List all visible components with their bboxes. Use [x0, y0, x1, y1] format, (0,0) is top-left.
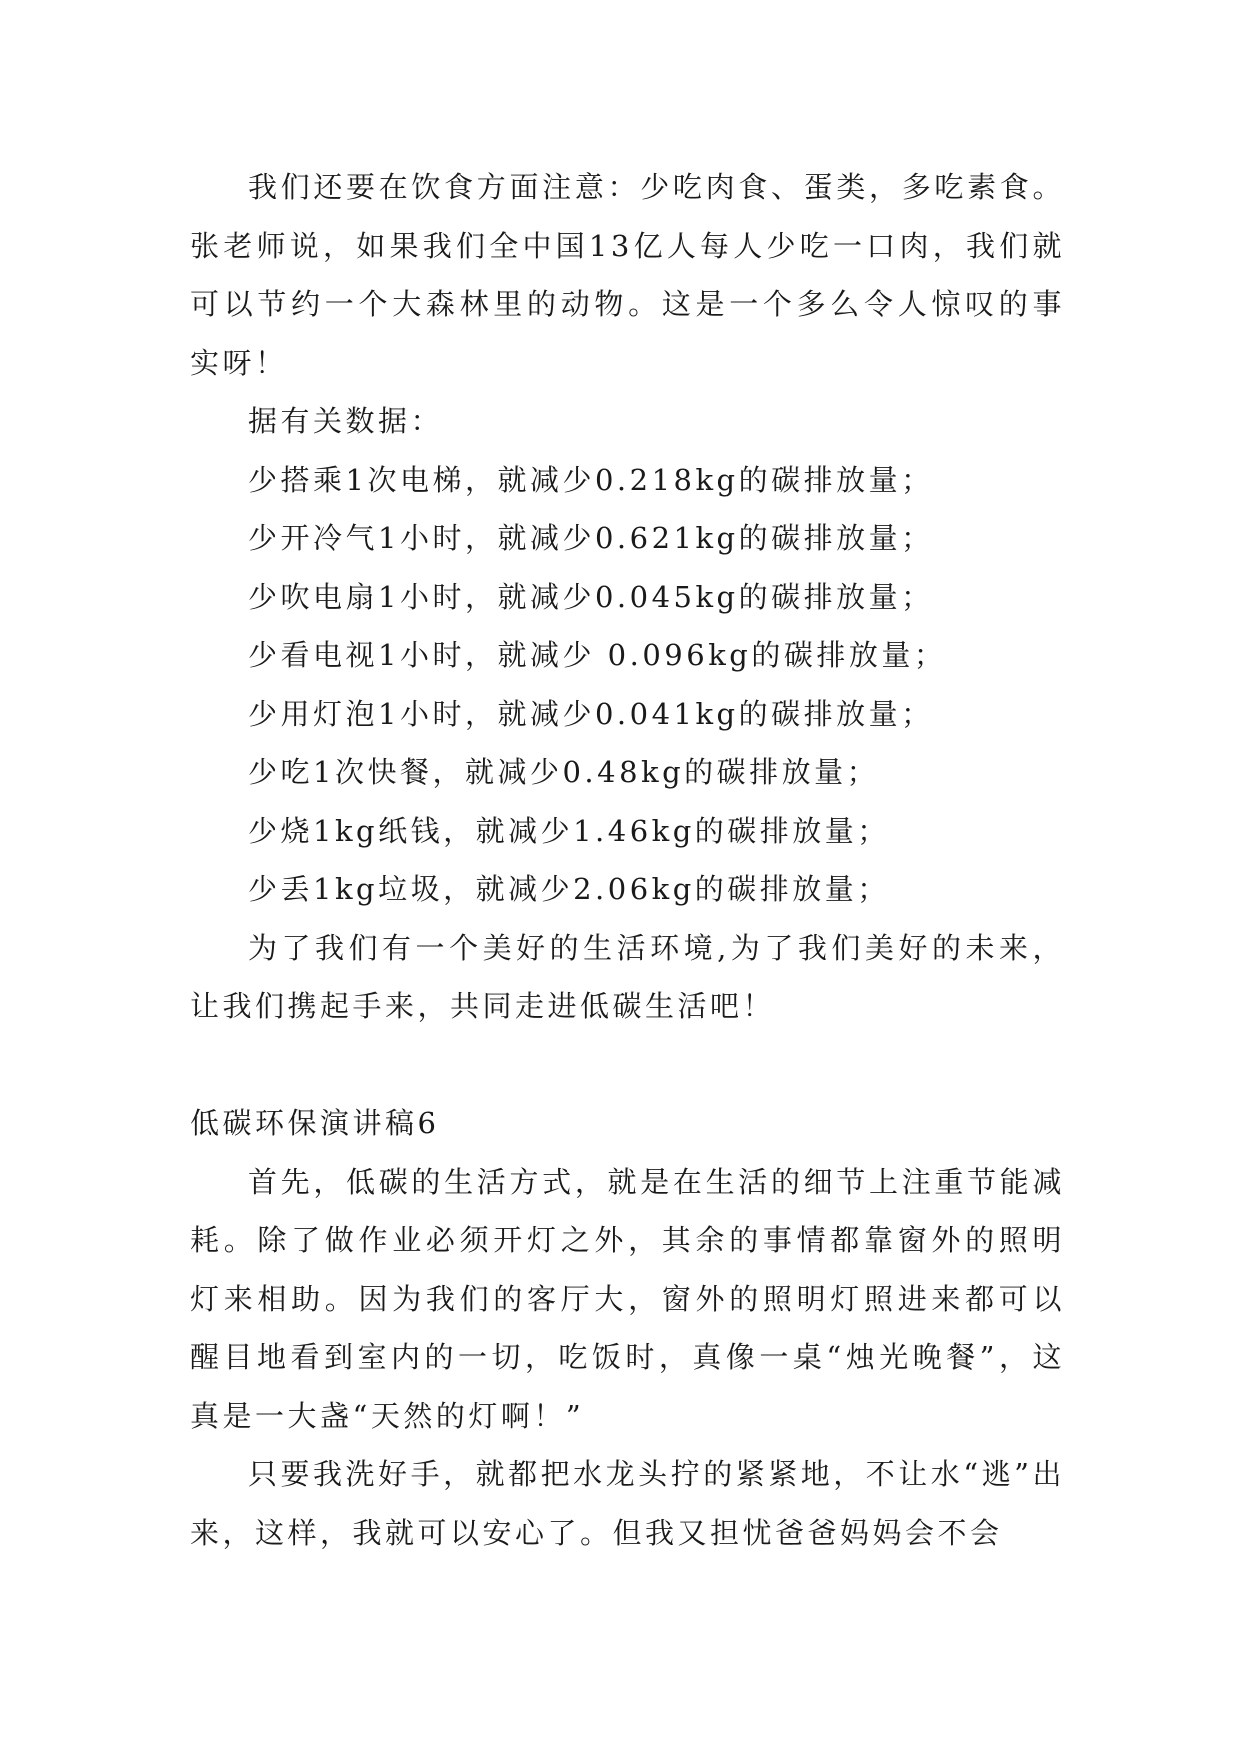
paragraph-diet: 我们还要在饮食方面注意：少吃肉食、蛋类，多吃素食。张老师说，如果我们全中国13亿人每人少吃一口肉，我们就可以节约一个大森林里的动物。这是一个多么令人惊叹的事实呀！: [190, 170, 1065, 380]
paragraph-lighting: 首先，低碳的生活方式，就是在生活的细节上注重节能减耗。除了做作业必须开灯之外，其余的事情都靠窗外的照明灯来相助。因为我们的客厅大，窗外的照明灯照进来都可以醒目地看到室内的一切，吃饭时，真像一桌“烛光晚餐”，这真是一大盏“天然的灯啊！”: [190, 1164, 1065, 1433]
list-item: 少丢1kg垃圾，就减少2.06kg的碳排放量；: [248, 872, 890, 906]
paragraph-water: 只要我洗好手，就都把水龙头拧的紧紧地，不让水“逃”出来，这样，我就可以安心了。但我又担忧爸爸妈妈会不会: [190, 1457, 1065, 1550]
list-item: 少开冷气1小时，就减少0.621kg的碳排放量；: [248, 521, 934, 555]
carbon-data-list: [190, 451, 1065, 919]
list-item: 少吃1次快餐，就减少0.48kg的碳排放量；: [248, 755, 880, 789]
list-item: 少搭乘1次电梯，就减少0.218kg的碳排放量；: [248, 462, 934, 497]
data-intro: 据有关数据：: [248, 404, 444, 438]
document-body: [190, 158, 1065, 1562]
list-item: 少用灯泡1小时，就减少0.041kg的碳排放量；: [248, 696, 934, 731]
list-item: 少烧1kg纸钱，就减少1.46kg的碳排放量；: [248, 813, 890, 848]
list-item: 少看电视1小时，就减少 0.096kg的碳排放量；: [248, 638, 947, 672]
section-title: 低碳环保演讲稿6: [190, 1106, 440, 1140]
paragraph-closing: 为了我们有一个美好的生活环境,为了我们美好的未来，让我们携起手来，共同走进低碳生活吧！: [190, 930, 1065, 1023]
list-item: 少吹电扇1小时，就减少0.045kg的碳排放量；: [248, 579, 934, 614]
